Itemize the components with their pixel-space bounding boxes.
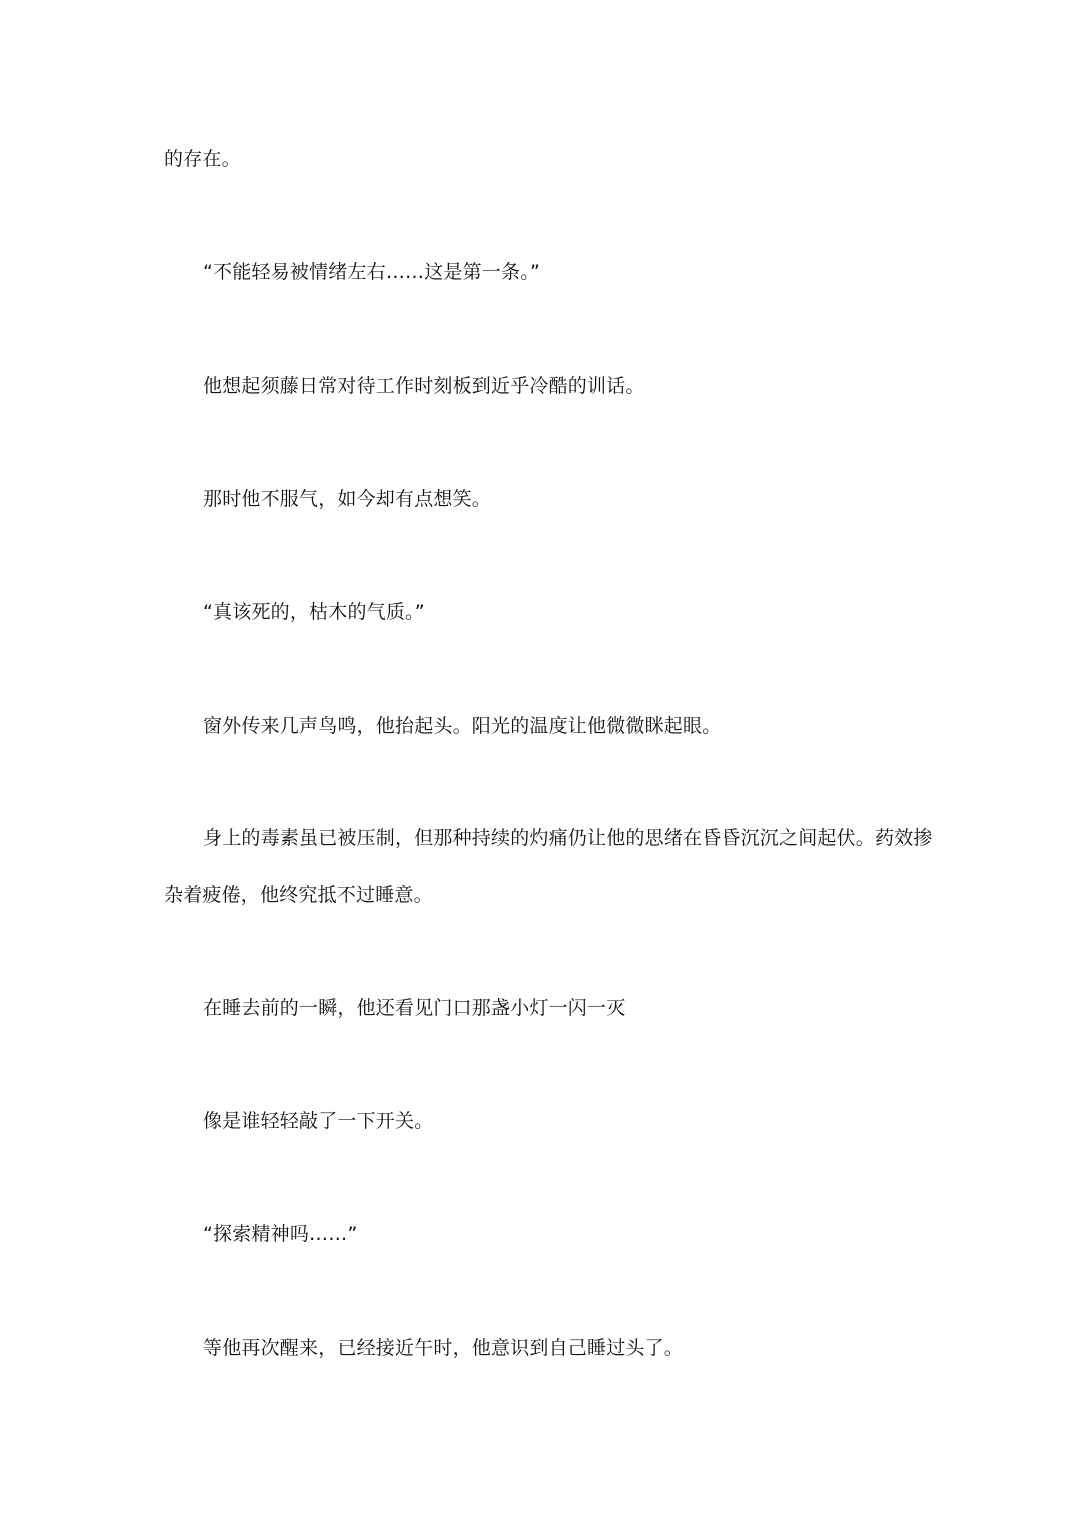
paragraph: “探索精神吗……” xyxy=(203,1223,358,1245)
paragraph: 那时他不服气，如今却有点想笑。 xyxy=(203,488,492,510)
paragraph: 他想起须藤日常对待工作时刻板到近乎冷酷的训话。 xyxy=(203,375,645,397)
paragraph-continuation: 的存在。 xyxy=(164,148,241,170)
paragraph: 身上的毒素虽已被压制，但那种持续的灼痛仍让他的思绪在昏昏沉沉之间起伏。药效掺 xyxy=(203,827,933,849)
paragraph: 像是谁轻轻敲了一下开关。 xyxy=(203,1110,434,1132)
paragraph-continuation: 杂着疲倦，他终究抵不过睡意。 xyxy=(164,884,433,906)
paragraph: 窗外传来几声鸟鸣，他抬起头。阳光的温度让他微微眯起眼。 xyxy=(203,715,722,737)
paragraph: “真该死的，枯木的气质。” xyxy=(203,601,425,623)
paragraph: 等他再次醒来，已经接近午时，他意识到自己睡过头了。 xyxy=(203,1337,684,1359)
paragraph: 在睡去前的一瞬，他还看见门口那盏小灯一闪一灭 xyxy=(203,997,626,1019)
paragraph: “不能轻易被情绪左右……这是第一条。” xyxy=(203,261,540,283)
